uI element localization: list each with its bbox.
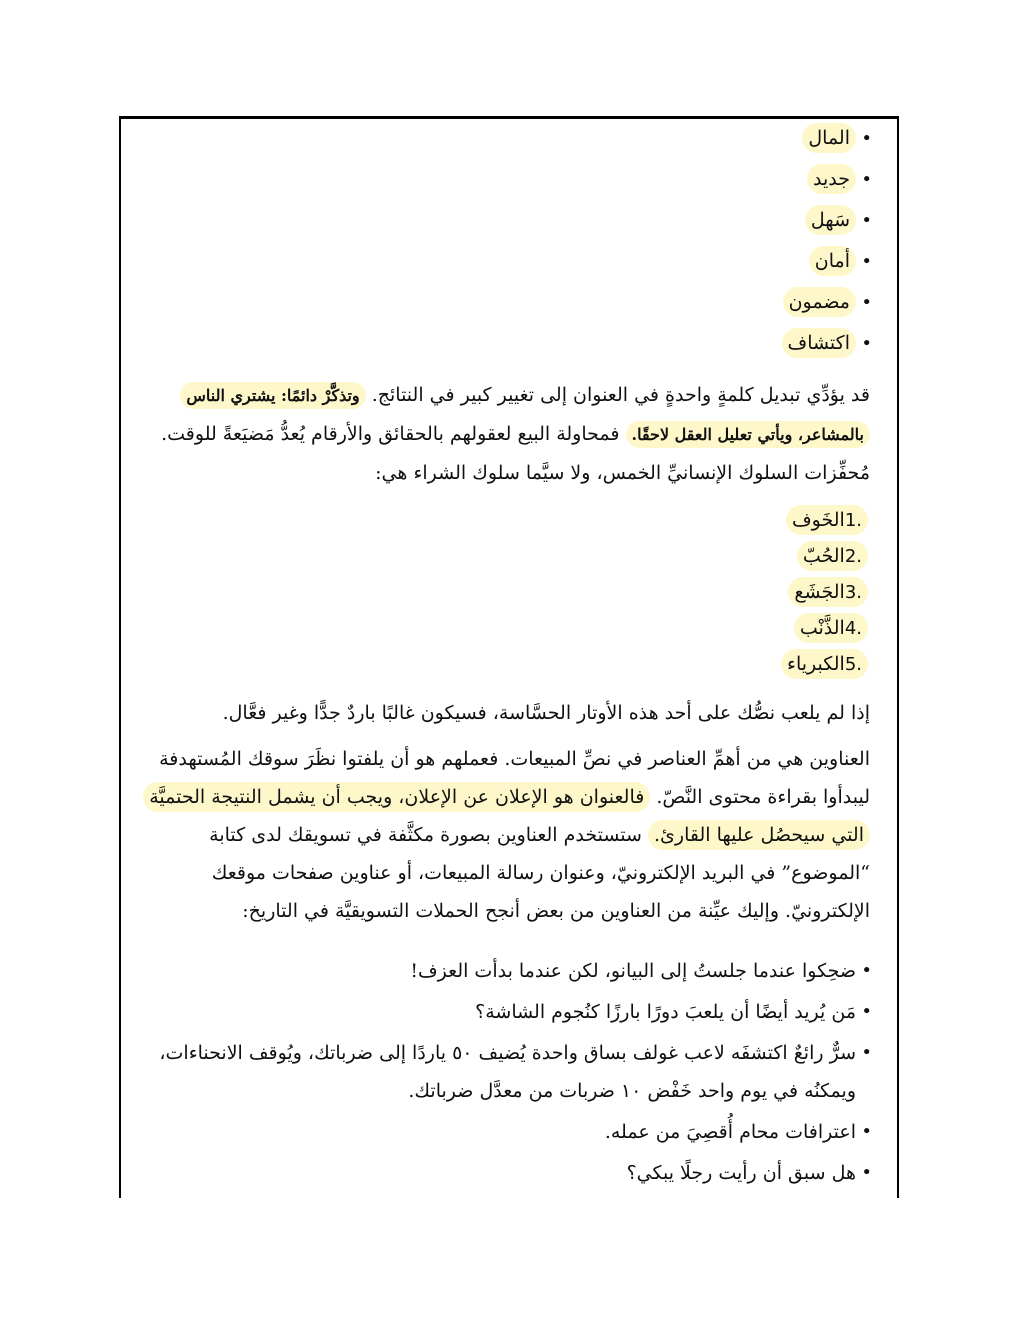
list-item (126, 118, 872, 159)
paragraph-text: قد يؤدِّي تبديل كلمةٍ واحدةٍ في العنوان إلى تغيير كبير في النتائج. (371, 384, 870, 406)
highlighted-text: فالعنوان هو الإعلان عن الإعلان، ويجب أن يشمل النتيجة الحتميَّة التي سيحصُل عليها القارئ. (143, 782, 870, 850)
item-label: الحُبّ (802, 545, 845, 567)
list-item: • هل سبق أن رأيت رجلًا يبكي؟ (130, 1154, 872, 1192)
list-item: • مَن يُريد أيضًا أن يلعبَ دورًا بارزًا كنُجوم الشاشة؟ (130, 993, 872, 1031)
list-item (126, 282, 872, 323)
list-item (126, 610, 868, 646)
item-label: الجَشَع (794, 581, 845, 603)
paragraph-text: ستستخدم العناوين بصورة مكثَّفة في تسويقك لدى كتابة “الموضوع” في البريد الإلكترونيّ، وعنوان رسالة المبيعات، أو عناوين صفحات موقعك الإلكترونيّ. وإليك عيِّنة من العناوين من بعض أنجح الحملات التسويقيَّة في التاريخ: (209, 824, 870, 922)
paragraph-text: فمحاولة البيع لعقولهم بالحقائق والأرقام يُعدُّ مَضيَعةً للوقت. (161, 423, 620, 445)
paragraph-headlines (126, 740, 896, 930)
highlighted-item (788, 577, 868, 607)
list-item (126, 323, 872, 364)
paragraph-text: العناوين هي من أهمِّ العناصر في نصِّ المبيعات. فعملهم هو أن يلفتوا نظَرَ سوقك المُستهدفة ليبدأوا بقراءة محتوى النَّصّ. (159, 748, 870, 808)
paragraph-motives-intro (126, 454, 896, 492)
paragraph-text: إذا لم يلعب نصُّك على أحد هذه الأوتار الحسَّاسة، فسيكون غالبًا باردٌ جدًّا وغير فعَّال. (222, 702, 870, 724)
highlighted-word: أمان (809, 246, 856, 276)
paragraph-text: مُحفِّزات السلوك الإنسانيِّ الخمس، ولا سيَّما سلوك الشراء هي: (375, 462, 870, 484)
list-item: • سرٌّ رائعٌ اكتشفَه لاعب غولف بساق واحدة يُضيف ٥٠ ياردًا إلى ضرباتك، ويُوقف الانحناءات، ويمكنُه في يوم واحد خَفْض ١٠ ضربات من معدَّل ضرباتك. (130, 1034, 872, 1110)
item-label: الذَّنْب (799, 617, 845, 639)
highlighted-word: مضمون (783, 287, 856, 317)
list-item: • اعترافات محام أُقصِيَ من عمله. (130, 1113, 872, 1151)
list-item (126, 200, 872, 241)
list-item (126, 574, 868, 610)
power-words-list (126, 118, 896, 364)
list-item (126, 159, 872, 200)
highlighted-word: المال (802, 123, 856, 153)
sample-headlines-list (126, 952, 896, 1192)
highlighted-item (781, 649, 868, 679)
item-number: 5. (844, 654, 862, 675)
highlighted-word: اكتشاف (782, 328, 857, 358)
item-label: الكبرياء (787, 653, 845, 675)
paragraph-emotions (126, 376, 896, 454)
highlighted-item (786, 505, 868, 535)
list-item (126, 646, 868, 682)
list-item (126, 241, 872, 282)
highlighted-text: وتذكَّرْ دائمًا: يشتري الناس بالمشاعر، ويأتي تعليل العقل لاحقًا. (180, 382, 870, 448)
paragraph-cold-text (126, 694, 896, 732)
item-number: 2. (844, 546, 862, 567)
highlighted-item (794, 613, 868, 643)
item-label: الخَوف (791, 509, 845, 531)
item-number: 1. (844, 510, 862, 531)
list-item (126, 538, 868, 574)
highlighted-item (797, 541, 868, 571)
list-item (126, 502, 868, 538)
list-item: • ضحِكوا عندما جلستُ إلى البيانو، لكن عندما بدأت العزف! (130, 952, 872, 990)
item-number: 3. (844, 582, 862, 603)
document-body (126, 118, 896, 1195)
highlighted-word: جديد (807, 164, 856, 194)
motives-list (126, 502, 896, 682)
highlighted-word: سَهل (805, 205, 856, 235)
item-number: 4. (844, 618, 862, 639)
